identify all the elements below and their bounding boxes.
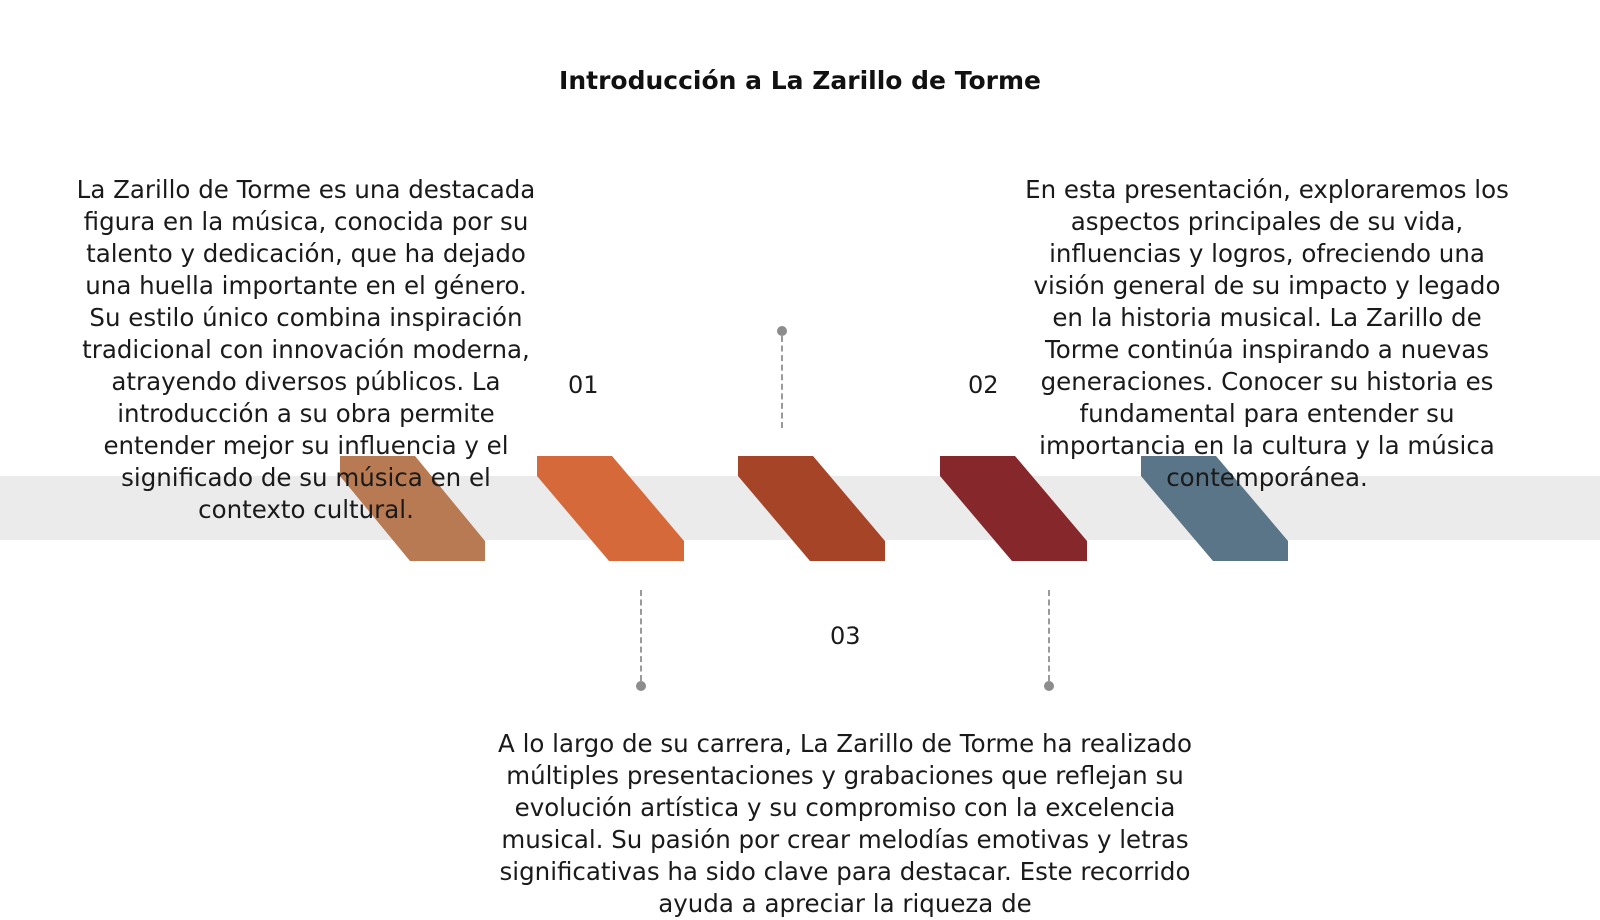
connector-line-bottom-left: [640, 590, 642, 681]
connector-dot-top: [777, 326, 787, 336]
connector-dot-bottom-right: [1044, 681, 1054, 691]
step-number-02: 02: [968, 371, 999, 399]
slide-title: Introducción a La Zarillo de Torme: [559, 66, 1041, 95]
arrow-shape-2: [537, 456, 684, 561]
connector-dot-bottom-left: [636, 681, 646, 691]
arrow-shape-3: [738, 456, 885, 561]
connector-line-bottom-right: [1048, 590, 1050, 681]
connector-line-top: [781, 336, 783, 428]
step-number-03: 03: [830, 622, 861, 650]
step-text-02: En esta presentación, exploraremos los aspectos principales de su vida, influencias y logros, ofreciendo una visión general de su impacto y legado en la historia musical. La Zarillo de Torme continúa inspirando a nuevas generaciones. Conocer su historia es fundamental para entender su importancia en la cultura y la música contemporánea.: [1025, 175, 1509, 492]
step-number-01: 01: [568, 371, 599, 399]
step-text-03: A lo largo de su carrera, La Zarillo de Torme ha realizado múltiples presentaciones y grabaciones que reflejan su evolución artística y su compromiso con la excelencia musical. Su pasión por crear melodías emotivas y letras significativas ha sido clave para destacar. Este recorrido ayuda a apreciar la riqueza de: [498, 729, 1192, 918]
step-text-01: La Zarillo de Torme es una destacada figura en la música, conocida por su talento y dedicación, que ha dejado una huella importante en el género. Su estilo único combina inspiración tradicional con innovación moderna, atrayendo diversos públicos. La introducción a su obra permite entender mejor su influencia y el significado de su música en el contexto cultural.: [76, 175, 536, 524]
